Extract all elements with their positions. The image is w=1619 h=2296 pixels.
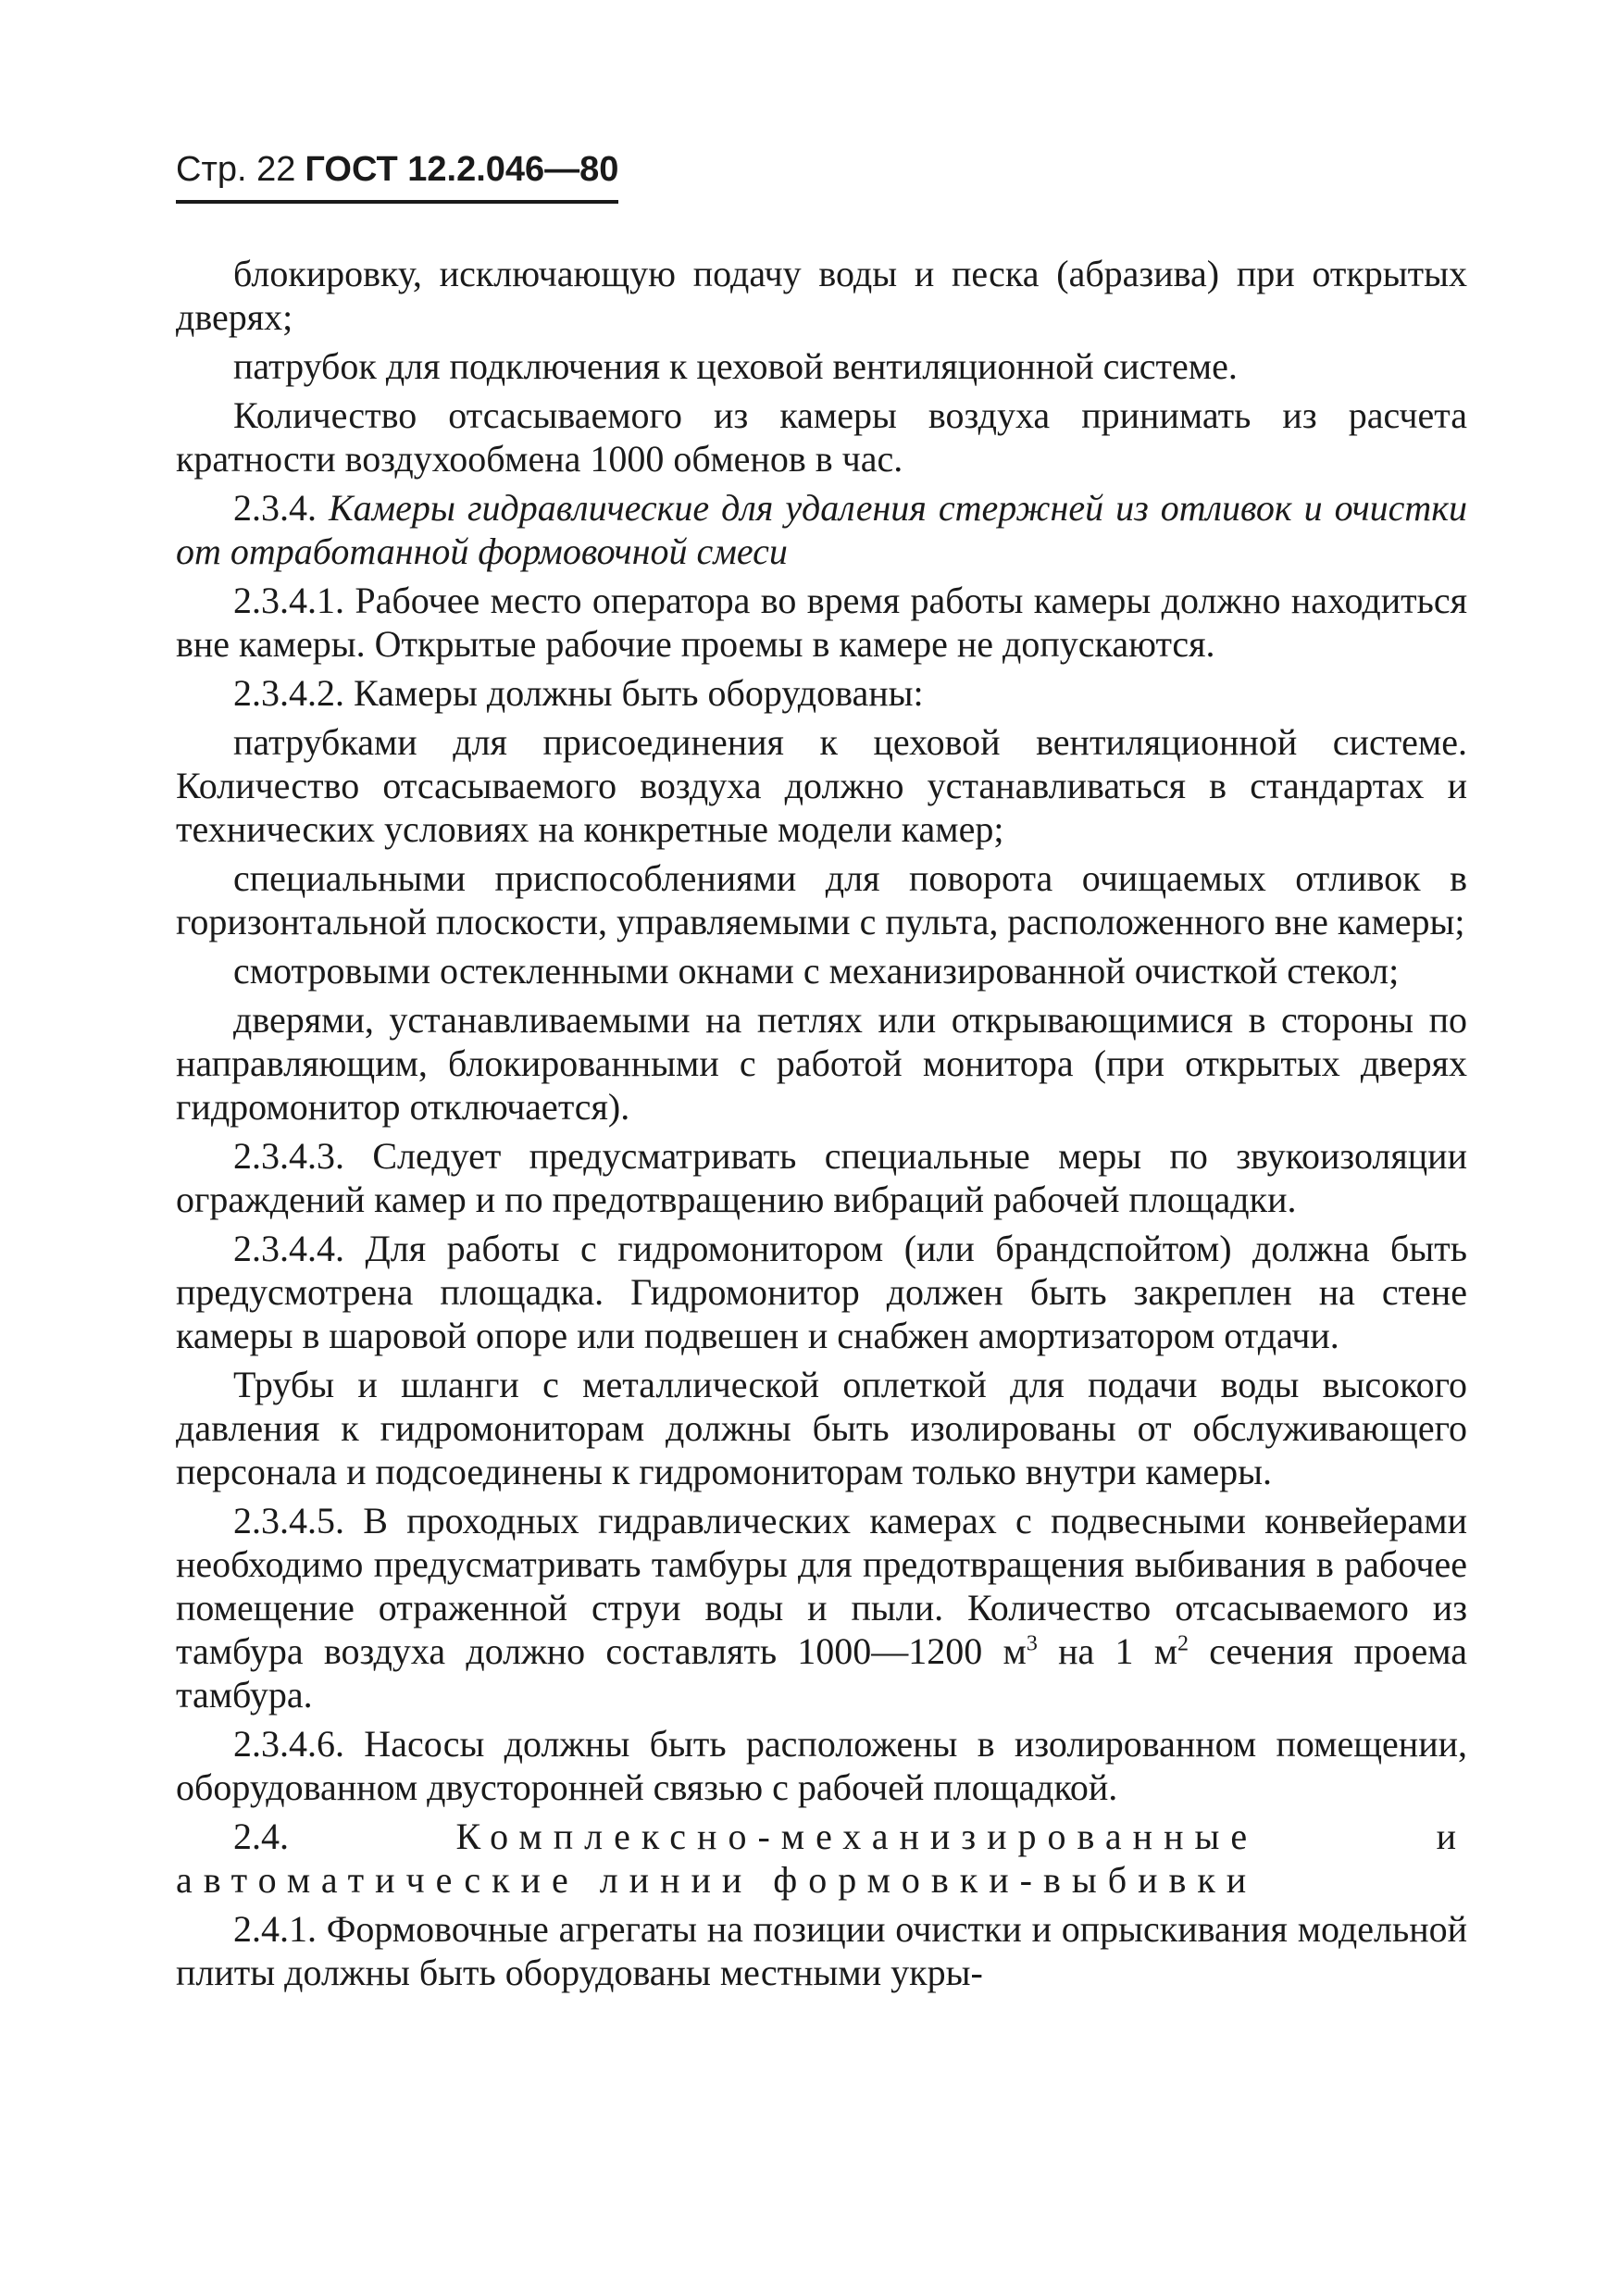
superscript: 3 [1026, 1631, 1038, 1656]
header-rule [176, 200, 618, 204]
section-number: 2.4. [233, 1816, 456, 1857]
page-header [176, 148, 618, 191]
page-number: Стр. 22 [176, 150, 296, 189]
paragraph-text: сечения проема тамбура. [176, 1630, 1467, 1716]
superscript: 2 [1177, 1631, 1189, 1656]
section-title: Камеры гидравлические для удаления стержней из отливок и очистки от отработанной формовочной смеси [176, 487, 1468, 572]
paragraph: патрубками для присоединения к цеховой вентиляционной системе. Количество отсасываемого воздуха должно устанавливаться в стандартах и технических условиях на конкретные модели камер; [176, 721, 1467, 850]
page-body [176, 252, 1467, 2000]
paragraph: дверями, устанавливаемыми на петлях или открывающимися в стороны по направляющим, блокированными с работой монитора (при открытых дверях гидромонитор отключается). [176, 999, 1467, 1128]
paragraph: специальными приспособлениями для поворота очищаемых отливок в горизонтальной плоскости, управляемыми с пульта, расположенного вне камеры; [176, 857, 1467, 942]
paragraph: блокировку, исключающую подачу воды и песка (абразива) при открытых дверях; [176, 253, 1467, 338]
paragraph: патрубок для подключения к цеховой вентиляционной системе. [233, 345, 1238, 387]
paragraph [176, 1499, 1467, 1716]
paragraph: 2.3.4.1. Рабочее место оператора во время работы камеры должно находиться вне камеры. Открытые рабочие проемы в камере не допускаются. [176, 580, 1467, 665]
section-title: Комплексно-механизированные и автоматические линии формовки-выбивки [176, 1816, 1467, 1901]
paragraph-text: на 1 м [1037, 1630, 1178, 1672]
paragraph: Трубы и шланги с металлической оплеткой для подачи воды высокого давления к гидромониторам должны быть изолированы от обслуживающего персонала и подсоединены к гидромониторам только внутри камеры. [176, 1364, 1467, 1492]
paragraph: 2.3.4.3. Следует предусматривать специальные меры по звукоизоляции ограждений камер и по предотвращению вибраций рабочей площадки. [176, 1135, 1467, 1220]
section-heading [176, 486, 1467, 573]
paragraph: 2.3.4.2. Камеры должны быть оборудованы: [233, 672, 924, 714]
paragraph: смотровыми остекленными окнами с механизированной очисткой стекол; [233, 950, 1400, 992]
paragraph: 2.3.4.4. Для работы с гидромонитором (или брандспойтом) должна быть предусмотрена площадка. Гидромонитор должен быть закреплен на стене камеры в шаровой опоре или подвешен и снабжен амортизатором отдачи. [176, 1228, 1467, 1356]
paragraph-text: 2.3.4.5. В проходных гидравлических камерах с подвесными конвейерами необходимо предусматривать тамбуры для предотвращения выбивания в рабочее помещение отраженной струи воды и пыли. Количество отсасываемого из тамбура воздуха должно составлять 1000—1200 м [176, 1500, 1467, 1672]
paragraph: Количество отсасываемого из камеры воздуха принимать из расчета кратности воздухообмена 1000 обменов в час. [176, 394, 1467, 480]
standard-code: ГОСТ 12.2.046—80 [305, 150, 619, 189]
paragraph: 2.3.4.6. Насосы должны быть расположены в изолированном помещении, оборудованном двусторонней связью с рабочей площадкой. [176, 1723, 1467, 1808]
section-number: 2.3.4. [233, 487, 330, 529]
paragraph: 2.4.1. Формовочные агрегаты на позиции очистки и опрыскивания модельной плиты должны быть оборудованы местными укры- [176, 1908, 1467, 1993]
section-heading [176, 1815, 1467, 1902]
